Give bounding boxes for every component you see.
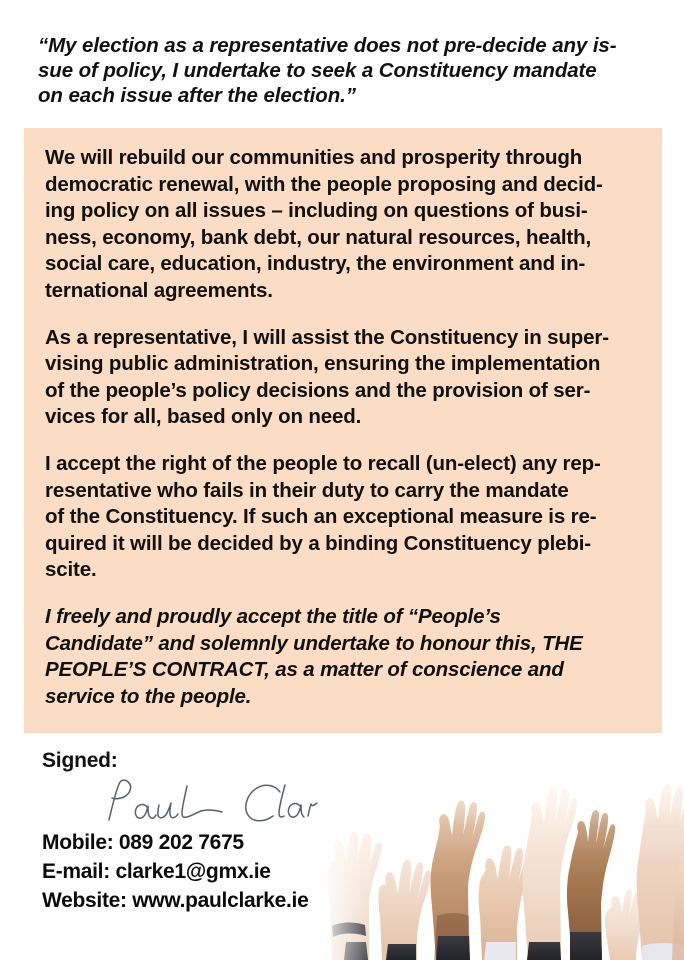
contact-website[interactable]: Website: www.paulclarke.ie bbox=[42, 889, 309, 912]
paragraph-line: vices for all, based only on need. bbox=[45, 405, 362, 429]
contact-details bbox=[42, 828, 308, 915]
raised-hands-photo bbox=[320, 766, 684, 960]
paragraph-line: I accept the right of the people to recall (un-elect) any rep- bbox=[45, 451, 601, 475]
pledge-quote-line: sue of policy, I undertake to seek a Constituency mandate bbox=[38, 59, 597, 82]
pledge-quote bbox=[38, 33, 650, 108]
pledge-quote-line: on each issue after the election.” bbox=[38, 84, 356, 107]
contact-email: E-mail: clarke1@gmx.ie bbox=[42, 860, 271, 883]
contract-panel-body bbox=[45, 145, 645, 710]
signed-label: Signed: bbox=[42, 749, 118, 772]
paragraph-line: scite. bbox=[45, 558, 97, 582]
paragraph-line: ing policy on all issues – including on questions of busi- bbox=[45, 199, 588, 223]
paragraph-line: of the Constituency. If such an exceptional measure is re- bbox=[45, 505, 597, 529]
paragraph-line: social care, education, industry, the environment and in- bbox=[45, 252, 586, 276]
contract-paragraph bbox=[45, 325, 645, 431]
pledge-quote-line: “My election as a representative does not pre-decide any is- bbox=[38, 34, 617, 57]
paragraph-line: of the people’s policy decisions and the provision of ser- bbox=[45, 378, 591, 402]
paragraph-line: democratic renewal, with the people proposing and decid- bbox=[45, 172, 603, 196]
paragraph-line: quired it will be decided by a binding Constituency plebi- bbox=[45, 531, 591, 555]
paragraph-line: ternational agreements. bbox=[45, 278, 273, 302]
contract-paragraph bbox=[45, 451, 645, 584]
paragraph-line: service to the people. bbox=[45, 684, 252, 708]
paragraph-line: PEOPLE’S CONTRACT, as a matter of conscience and bbox=[45, 658, 564, 682]
contract-panel bbox=[24, 128, 662, 733]
paragraph-line: resentative who fails in their duty to carry the mandate bbox=[45, 478, 569, 502]
paragraph-line: vising public administration, ensuring the implementation bbox=[45, 352, 601, 376]
paragraph-line: As a representative, I will assist the Constituency in super- bbox=[45, 325, 609, 349]
paragraph-line: Candidate” and solemnly undertake to honour this, THE bbox=[45, 631, 583, 655]
paragraph-line: ness, economy, bank debt, our natural resources, health, bbox=[45, 225, 592, 249]
contract-paragraph-pledge bbox=[45, 604, 645, 710]
paragraph-line: I freely and proudly accept the title of “People’s bbox=[45, 604, 501, 628]
contract-paragraph bbox=[45, 145, 645, 305]
paragraph-line: We will rebuild our communities and prosperity through bbox=[45, 146, 583, 169]
contact-mobile: Mobile: 089 202 7675 bbox=[42, 831, 244, 854]
